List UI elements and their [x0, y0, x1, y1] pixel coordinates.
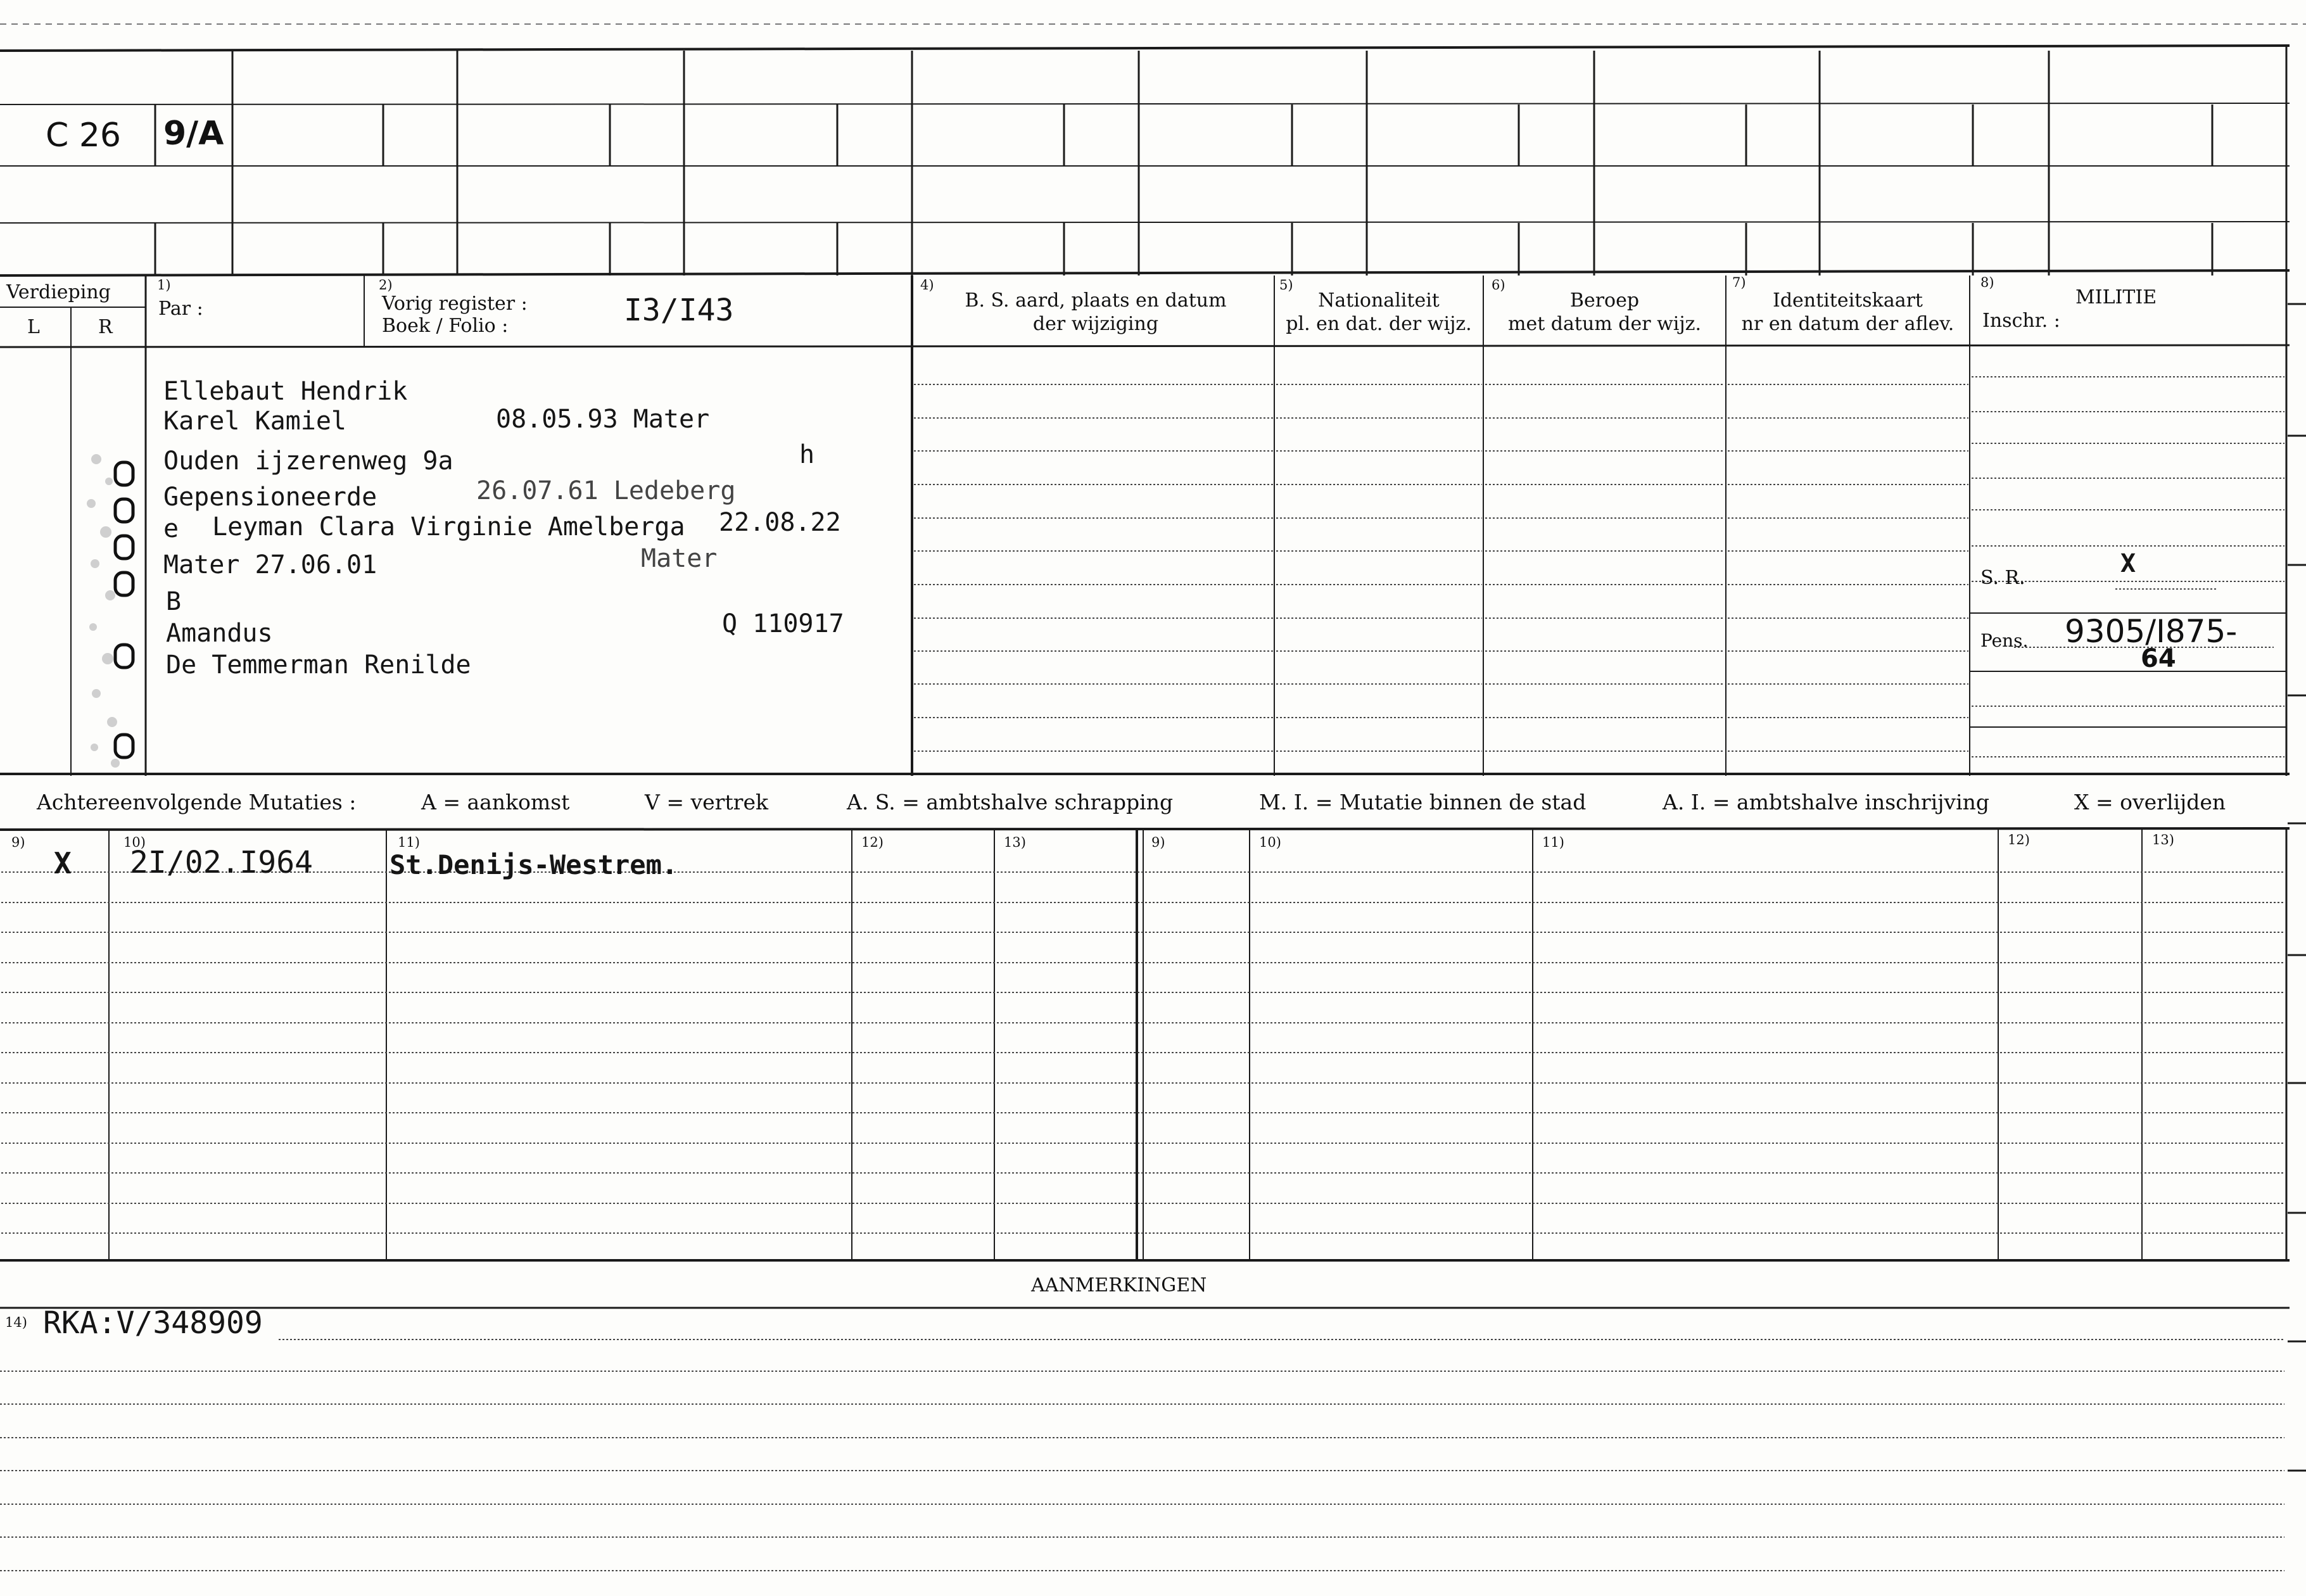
mut-col-num: 12) [861, 835, 884, 850]
register-value: I3/I43 [624, 293, 734, 328]
bs-header-line2: der wijziging [1032, 313, 1159, 335]
mut-col-num: 9) [11, 835, 25, 850]
pens-label: Pens. [1980, 630, 2029, 651]
card-subcode: 9/A [163, 115, 224, 153]
person-line-6-place: Mater 27.06.01 [163, 550, 377, 580]
mut-col-num: 10) [1259, 835, 1281, 850]
mut-col-num: 11) [1542, 835, 1564, 850]
n5-label: 5) [1279, 277, 1293, 293]
person-line-2-name: Karel Kamiel [163, 407, 346, 436]
mut-col-num: 9) [1151, 835, 1165, 850]
n1-label: 1) [157, 277, 171, 293]
mut-col-num: 10) [124, 835, 146, 850]
inschr-label: Inschr. : [1982, 310, 2060, 332]
identiteitskaart-line1: Identiteitskaart [1773, 289, 1923, 312]
bs-header-line1: B. S. aard, plaats en datum [965, 289, 1227, 312]
n14-label: 14) [5, 1315, 27, 1330]
mut-col-num: 13) [1004, 835, 1026, 850]
person-line-1: Ellebaut Hendrik [163, 377, 408, 406]
identiteitskaart-line2: nr en datum der aflev. [1741, 313, 1954, 335]
card-code: C 26 [46, 117, 122, 155]
nationaliteit-line2: pl. en dat. der wijz. [1286, 313, 1472, 335]
col-r-label: R [98, 316, 113, 338]
legend-vertrek: V = vertrek [645, 790, 768, 814]
pens-value: 9305/I875- [2065, 613, 2238, 650]
pens-suffix: 64 [2141, 644, 2176, 673]
legend-overlijden: X = overlijden [2074, 790, 2226, 814]
person-line-6-place2: Mater [641, 544, 718, 573]
person-line-5-prefix: e [163, 514, 179, 543]
beroep-line1: Beroep [1569, 289, 1640, 312]
mut-col-num: 13) [2152, 832, 2174, 847]
person-line-4-date: 26.07.61 Ledeberg [476, 476, 736, 505]
person-line-5-date: 22.08.22 [719, 508, 841, 537]
col-l-label: L [27, 316, 40, 338]
mut-col-num: 11) [398, 835, 420, 850]
person-line-3-mark: h [799, 440, 815, 469]
binder-perforation [77, 443, 147, 773]
nationaliteit-line1: Nationaliteit [1318, 289, 1440, 312]
aanmerkingen-title: AANMERKINGEN [1031, 1274, 1207, 1296]
n8-label: 8) [1980, 275, 1994, 290]
person-line-8-ref: Q 110917 [722, 609, 844, 638]
n4-label: 4) [920, 277, 934, 293]
legend-ambtshalve-inschrijving: A. I. = ambtshalve inschrijving [1663, 790, 1990, 814]
person-line-3: Ouden ijzerenweg 9a [163, 446, 453, 476]
aanmerking-entry: RKA:V/348909 [43, 1305, 263, 1341]
sr-value: X [2120, 549, 2136, 578]
n6-label: 6) [1492, 277, 1505, 293]
person-line-5-name: Leyman Clara Virginie Amelberga [212, 512, 685, 542]
person-line-4-occupation: Gepensioneerde [163, 483, 377, 512]
beroep-line2: met datum der wijz. [1508, 313, 1701, 335]
n7-label: 7) [1732, 275, 1746, 290]
mutaties-label: Achtereenvolgende Mutaties : [37, 790, 357, 814]
vorig-register-label: Vorig register : [382, 293, 528, 315]
person-line-7: B [166, 587, 182, 616]
legend-ambtshalve-schrapping: A. S. = ambtshalve schrapping [847, 790, 1174, 814]
person-line-8: Amandus [166, 619, 273, 648]
boek-folio-label: Boek / Folio : [382, 315, 509, 337]
person-line-2-date: 08.05.93 Mater [496, 405, 710, 434]
militie-label: MILITIE [2075, 286, 2157, 308]
n2-label: 2) [379, 277, 393, 293]
mutation-date: 2I/02.I964 [130, 845, 313, 880]
mutation-place: St.Denijs-Westrem. [390, 849, 678, 880]
sr-label: S. R. [1980, 567, 2025, 589]
legend-mutatie-binnen-stad: M. I. = Mutatie binnen de stad [1259, 790, 1587, 814]
mutation-type: X [54, 846, 72, 880]
person-line-9: De Temmerman Renilde [166, 650, 471, 680]
verdieping-label: Verdieping [6, 281, 111, 303]
mut-col-num: 12) [2008, 832, 2030, 847]
legend-aankomst: A = aankomst [421, 790, 570, 814]
par-label: Par : [158, 298, 203, 320]
